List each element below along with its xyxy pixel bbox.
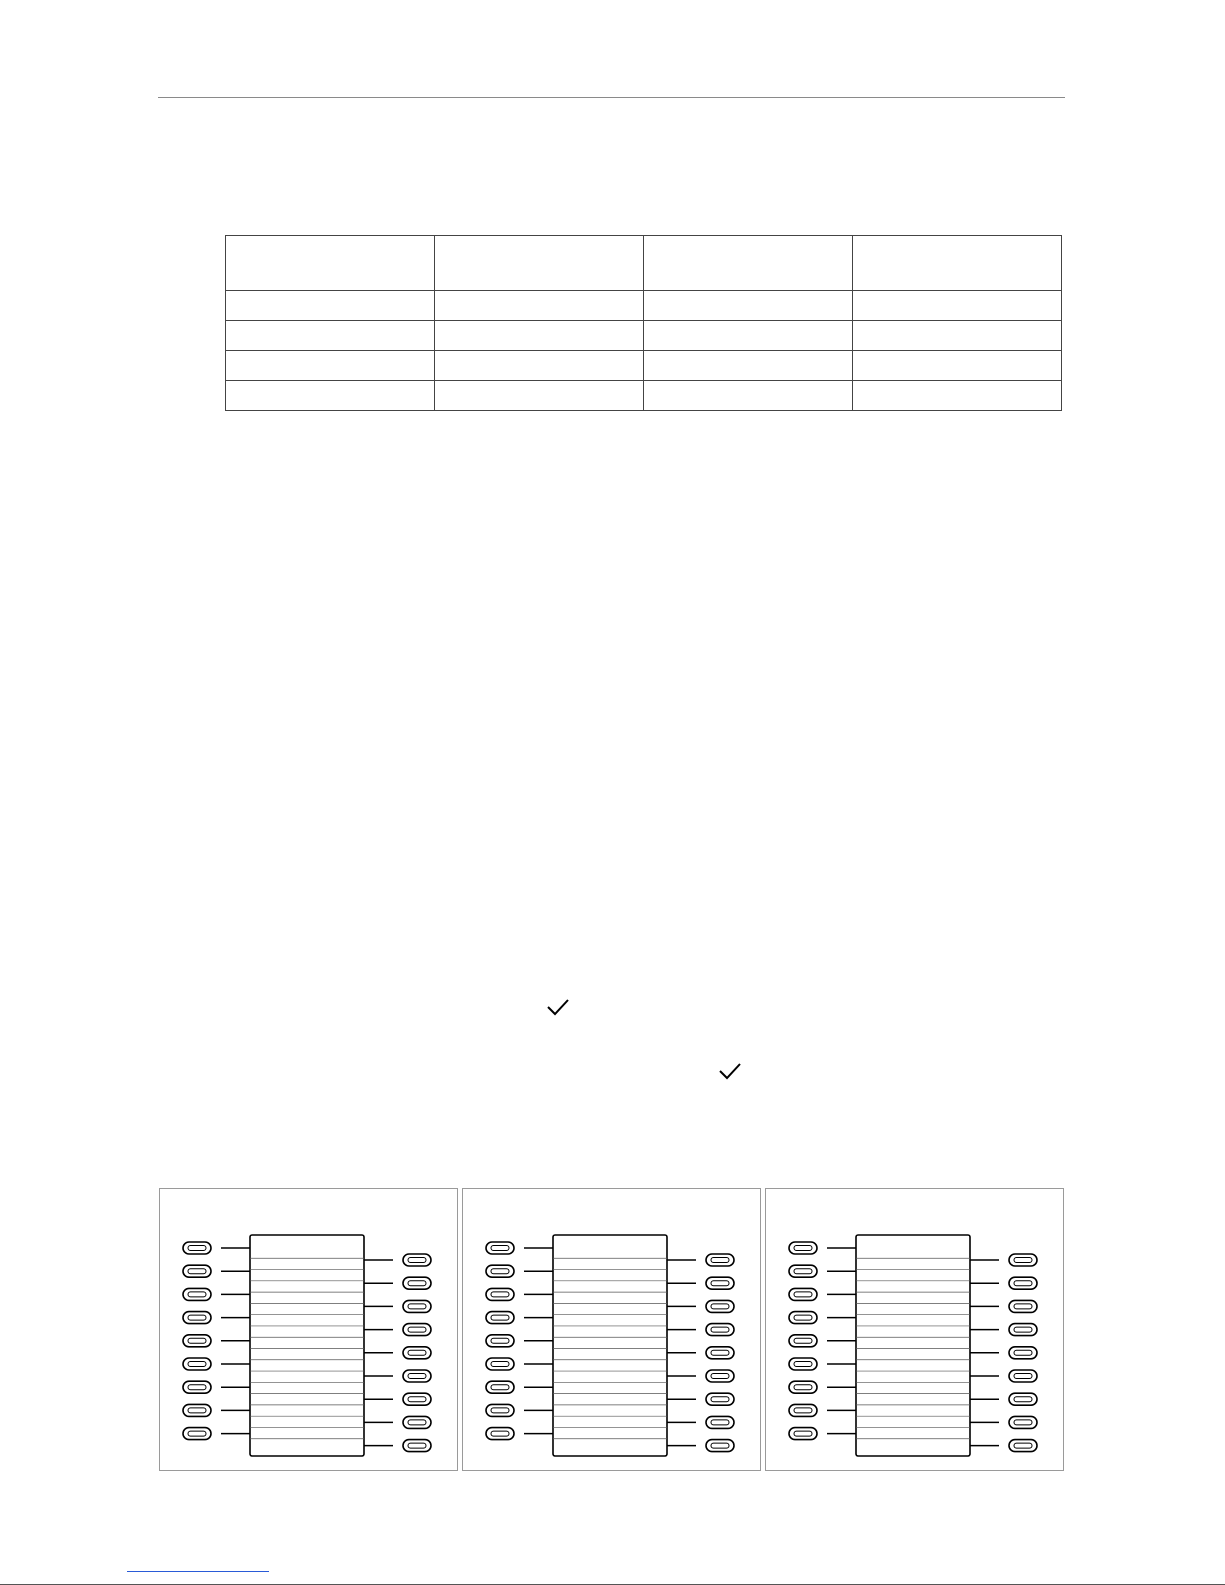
key-button-icon bbox=[486, 1312, 514, 1324]
table-row bbox=[226, 321, 1062, 351]
key-button-icon bbox=[486, 1242, 514, 1254]
key-button-icon bbox=[789, 1265, 817, 1277]
key-button-icon bbox=[403, 1440, 431, 1452]
key-button-icon bbox=[403, 1277, 431, 1289]
expansion-module-panel bbox=[765, 1188, 1064, 1471]
table-row bbox=[226, 291, 1062, 321]
key-button-icon bbox=[706, 1393, 734, 1405]
table-header-cell bbox=[226, 236, 435, 291]
key-button-icon bbox=[1009, 1300, 1037, 1312]
checkmark-icon bbox=[718, 1061, 742, 1081]
key-button-icon bbox=[789, 1381, 817, 1393]
key-button-icon bbox=[1009, 1416, 1037, 1428]
key-button-icon bbox=[789, 1288, 817, 1300]
table-cell bbox=[226, 321, 435, 351]
table-cell bbox=[644, 351, 853, 381]
table-cell bbox=[644, 291, 853, 321]
key-button-icon bbox=[706, 1440, 734, 1452]
expansion-module-panel bbox=[159, 1188, 458, 1471]
key-button-icon bbox=[1009, 1393, 1037, 1405]
display-body bbox=[856, 1235, 970, 1456]
key-button-icon bbox=[789, 1335, 817, 1347]
table-cell bbox=[853, 321, 1062, 351]
table-cell bbox=[435, 321, 644, 351]
key-button-icon bbox=[403, 1300, 431, 1312]
display-body bbox=[553, 1235, 667, 1456]
table-cell bbox=[226, 291, 435, 321]
key-button-icon bbox=[403, 1347, 431, 1359]
table-cell bbox=[853, 291, 1062, 321]
key-button-icon bbox=[706, 1300, 734, 1312]
key-button-icon bbox=[486, 1265, 514, 1277]
table-cell bbox=[644, 381, 853, 411]
key-button-icon bbox=[403, 1416, 431, 1428]
key-button-icon bbox=[183, 1265, 211, 1277]
key-button-icon bbox=[183, 1404, 211, 1416]
key-button-icon bbox=[183, 1288, 211, 1300]
display-body bbox=[250, 1235, 364, 1456]
table-cell bbox=[435, 351, 644, 381]
key-button-icon bbox=[183, 1358, 211, 1370]
table-header-cell bbox=[853, 236, 1062, 291]
key-expansion-module-icon bbox=[463, 1189, 762, 1472]
expansion-module-panel bbox=[462, 1188, 761, 1471]
table-cell bbox=[644, 321, 853, 351]
key-button-icon bbox=[1009, 1254, 1037, 1266]
key-button-icon bbox=[789, 1358, 817, 1370]
key-button-icon bbox=[789, 1428, 817, 1440]
key-button-icon bbox=[486, 1428, 514, 1440]
key-button-icon bbox=[789, 1404, 817, 1416]
table-cell bbox=[226, 381, 435, 411]
key-button-icon bbox=[486, 1404, 514, 1416]
table-cell bbox=[435, 381, 644, 411]
key-button-icon bbox=[789, 1312, 817, 1324]
key-button-icon bbox=[1009, 1347, 1037, 1359]
checkmark-icon bbox=[546, 997, 570, 1017]
key-button-icon bbox=[183, 1312, 211, 1324]
header-rule bbox=[158, 97, 1065, 98]
key-button-icon bbox=[706, 1347, 734, 1359]
key-button-icon bbox=[486, 1335, 514, 1347]
key-button-icon bbox=[706, 1416, 734, 1428]
key-button-icon bbox=[1009, 1324, 1037, 1336]
key-button-icon bbox=[706, 1324, 734, 1336]
key-expansion-module-icon bbox=[766, 1189, 1065, 1472]
key-button-icon bbox=[486, 1381, 514, 1393]
table-cell bbox=[435, 291, 644, 321]
key-button-icon bbox=[1009, 1440, 1037, 1452]
key-button-icon bbox=[486, 1288, 514, 1300]
key-button-icon bbox=[789, 1242, 817, 1254]
key-button-icon bbox=[403, 1370, 431, 1382]
key-button-icon bbox=[706, 1254, 734, 1266]
key-button-icon bbox=[403, 1254, 431, 1266]
key-button-icon bbox=[183, 1428, 211, 1440]
table-header-cell bbox=[435, 236, 644, 291]
key-expansion-module-icon bbox=[160, 1189, 459, 1472]
key-button-icon bbox=[706, 1277, 734, 1289]
key-button-icon bbox=[486, 1358, 514, 1370]
table-row bbox=[226, 381, 1062, 411]
key-button-icon bbox=[1009, 1370, 1037, 1382]
key-button-icon bbox=[706, 1370, 734, 1382]
key-button-icon bbox=[183, 1381, 211, 1393]
key-button-icon bbox=[183, 1242, 211, 1254]
table-header-row bbox=[226, 236, 1062, 291]
table-cell bbox=[853, 351, 1062, 381]
key-button-icon bbox=[403, 1324, 431, 1336]
spec-table bbox=[225, 235, 1062, 411]
key-button-icon bbox=[183, 1335, 211, 1347]
table-header-cell bbox=[644, 236, 853, 291]
footer-link-underline[interactable] bbox=[127, 1571, 269, 1572]
table-cell bbox=[226, 351, 435, 381]
table-row bbox=[226, 351, 1062, 381]
table-cell bbox=[853, 381, 1062, 411]
key-button-icon bbox=[1009, 1277, 1037, 1289]
key-button-icon bbox=[403, 1393, 431, 1405]
